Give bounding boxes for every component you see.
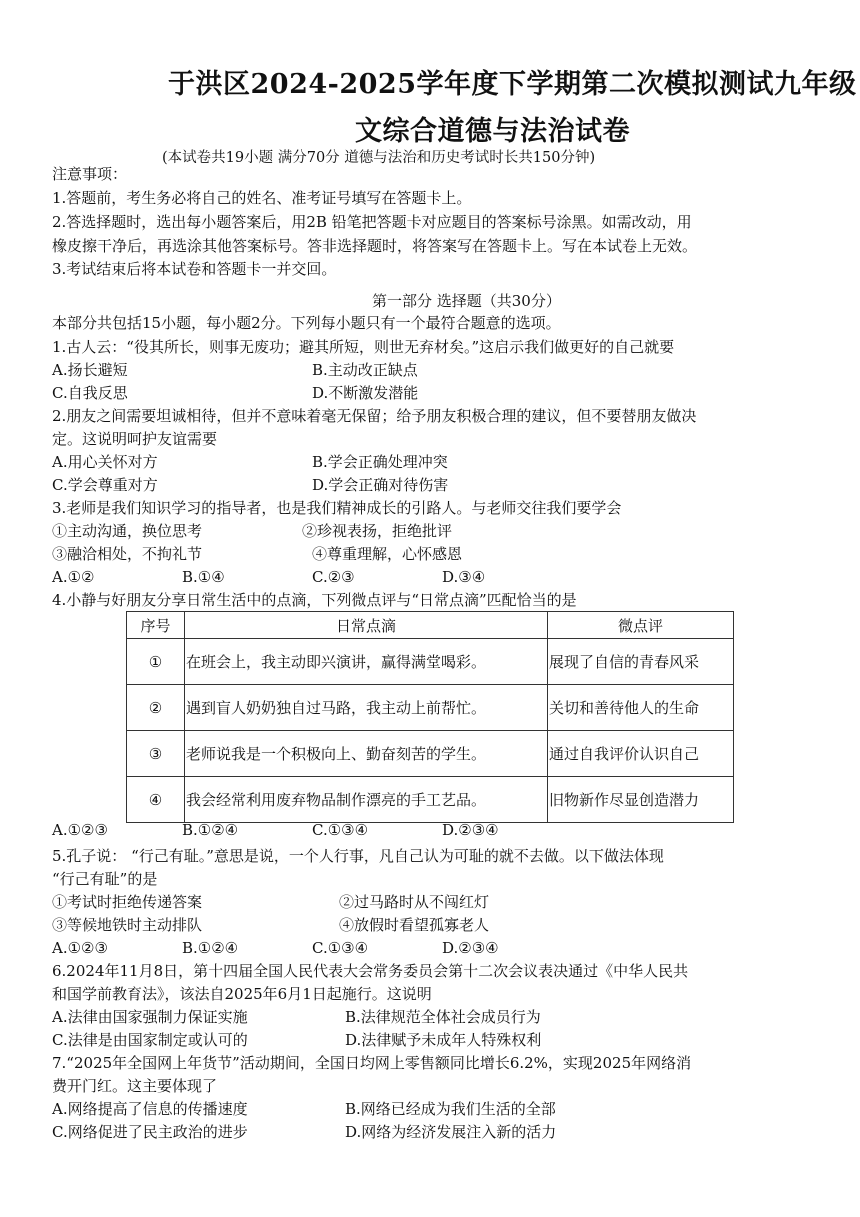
table-cell-event: 遇到盲人奶奶独自过马路，我主动上前帮忙。 [185, 685, 548, 731]
q1-option-b: B.主动改正缺点 [312, 361, 418, 379]
q6-option-d: D.法律赋予未成年人特殊权利 [345, 1031, 542, 1049]
q3-statement-4: ④尊重理解，心怀感恩 [312, 545, 463, 563]
q7-option-d: D.网络为经济发展注入新的活力 [345, 1123, 557, 1141]
q5-statement-4: ④放假时看望孤寡老人 [339, 916, 490, 934]
note-line-2: 2.答选择题时，选出每小题答案后，用2B 铅笔把答题卡对应题目的答案标号涂黑。如需改动，用 [52, 213, 692, 231]
part1-heading: 第一部分 选择题（共30分） [372, 292, 561, 310]
q1-option-c: C.自我反思 [52, 384, 128, 402]
q2-stem-line2: 定。这说明呵护友谊需要 [52, 430, 218, 448]
table-row [127, 777, 734, 823]
q3-option-b: B.①④ [182, 568, 225, 586]
q5-statement-3: ③等候地铁时主动排队 [52, 916, 203, 934]
q4-option-b: B.①②④ [182, 821, 239, 839]
table-row [127, 731, 734, 777]
table-cell-index: ② [127, 685, 185, 731]
q2-option-d: D.学会正确对待伤害 [312, 476, 449, 494]
q5-statement-2: ②过马路时从不闯红灯 [339, 893, 490, 911]
q4-option-c: C.①③④ [312, 821, 369, 839]
q4-option-a: A.①②③ [52, 821, 108, 839]
q7-option-a: A.网络提高了信息的传播速度 [52, 1100, 248, 1118]
q1-option-d: D.不断激发潜能 [312, 384, 419, 402]
table-cell-event: 老师说我是一个积极向上、勤奋刻苦的学生。 [185, 731, 548, 777]
table-cell-index: ③ [127, 731, 185, 777]
q5-option-c: C.①③④ [312, 939, 369, 957]
exam-title-line1: 于洪区2024-2025学年度下学期第二次模拟测试九年级 [168, 69, 857, 100]
q2-stem-line1: 2.朋友之间需要坦诚相待，但并不意味着毫无保留；给予朋友积极合理的建议，但不要替朋友做决 [52, 407, 697, 425]
q6-option-b: B.法律规范全体社会成员行为 [345, 1008, 541, 1026]
q5-statement-1: ①考试时拒绝传递答案 [52, 893, 203, 911]
q5-option-a: A.①②③ [52, 939, 108, 957]
q4-stem: 4.小静与好朋友分享日常生活中的点滴，下列微点评与“日常点滴”匹配恰当的是 [52, 591, 577, 609]
q7-stem-line1: 7.“2025年全国网上年货节”活动期间，全国日均网上零售额同比增长6.2%，实现2025年网络消 [52, 1054, 692, 1072]
q2-option-b: B.学会正确处理冲突 [312, 453, 448, 471]
q6-option-c: C.法律是由国家制定或认可的 [52, 1031, 248, 1049]
q5-stem-line2: “行己有耻”的是 [52, 870, 158, 888]
note-line-3: 橡皮擦干净后，再选涂其他答案标号。答非选择题时，将答案写在答题卡上。写在本试卷上无效。 [52, 237, 698, 255]
q3-statement-3: ③融洽相处，不拘礼节 [52, 545, 203, 563]
part1-instructions: 本部分共包括15小题，每小题2分。下列每小题只有一个最符合题意的选项。 [52, 314, 561, 332]
exam-subtitle: (本试卷共19小题 满分70分 道德与法治和历史考试时长共150分钟) [162, 150, 596, 166]
q3-statement-1: ①主动沟通，换位思考 [52, 522, 203, 540]
q3-option-c: C.②③ [312, 568, 355, 586]
table-header-cell: 日常点滴 [185, 612, 548, 639]
q3-statement-2: ②珍视表扬，拒绝批评 [302, 522, 453, 540]
table-header-cell: 微点评 [548, 612, 734, 639]
notes-heading: 注意事项： [52, 165, 128, 183]
q1-stem: 1.古人云：“役其所长，则事无废功；避其所短，则世无弃材矣。”这启示我们做更好的自己就要 [52, 338, 675, 356]
table-cell-comment: 关切和善待他人的生命 [548, 685, 734, 731]
q2-option-a: A.用心关怀对方 [52, 453, 158, 471]
table-cell-index: ④ [127, 777, 185, 823]
q6-stem-line1: 6.2024年11月8日，第十四届全国人民代表大会常务委员会第十二次会议表决通过《中华人民共 [52, 962, 689, 980]
table-cell-event: 我会经常利用废弃物品制作漂亮的手工艺品。 [185, 777, 548, 823]
table-cell-comment: 通过自我评价认识自己 [548, 731, 734, 777]
note-line-1: 1.答题前，考生务必将自己的姓名、准考证号填写在答题卡上。 [52, 189, 472, 207]
q5-stem-line1: 5.孔子说： “行己有耻。”意思是说，一个人行事，凡自己认为可耻的就不去做。以下做法体现 [52, 847, 664, 865]
q7-option-b: B.网络已经成为我们生活的全部 [345, 1100, 556, 1118]
q5-option-b: B.①②④ [182, 939, 239, 957]
table-row [127, 685, 734, 731]
note-line-4: 3.考试结束后将本试卷和答题卡一并交回。 [52, 260, 337, 278]
q6-option-a: A.法律由国家强制力保证实施 [52, 1008, 248, 1026]
table-cell-event: 在班会上，我主动即兴演讲，赢得满堂喝彩。 [185, 639, 548, 685]
q4-option-d: D.②③④ [442, 821, 499, 839]
q3-option-a: A.①② [52, 568, 95, 586]
q7-stem-line2: 费开门红。这主要体现了 [52, 1077, 218, 1095]
exam-title-line2: 文综合道德与法治试卷 [355, 116, 630, 147]
q1-option-a: A.扬长避短 [52, 361, 128, 379]
table-cell-index: ① [127, 639, 185, 685]
q3-option-d: D.③④ [442, 568, 486, 586]
table-cell-comment: 展现了自信的青春风采 [548, 639, 734, 685]
q4-table [126, 611, 734, 823]
table-cell-comment: 旧物新作尽显创造潜力 [548, 777, 734, 823]
table-header-cell: 序号 [127, 612, 185, 639]
q3-stem: 3.老师是我们知识学习的指导者，也是我们精神成长的引路人。与老师交往我们要学会 [52, 499, 622, 517]
q5-option-d: D.②③④ [442, 939, 499, 957]
q6-stem-line2: 和国学前教育法》，该法自2025年6月1日起施行。这说明 [52, 985, 432, 1003]
q7-option-c: C.网络促进了民主政治的进步 [52, 1123, 248, 1141]
q2-option-c: C.学会尊重对方 [52, 476, 158, 494]
table-header-row [127, 612, 734, 639]
table-row [127, 639, 734, 685]
